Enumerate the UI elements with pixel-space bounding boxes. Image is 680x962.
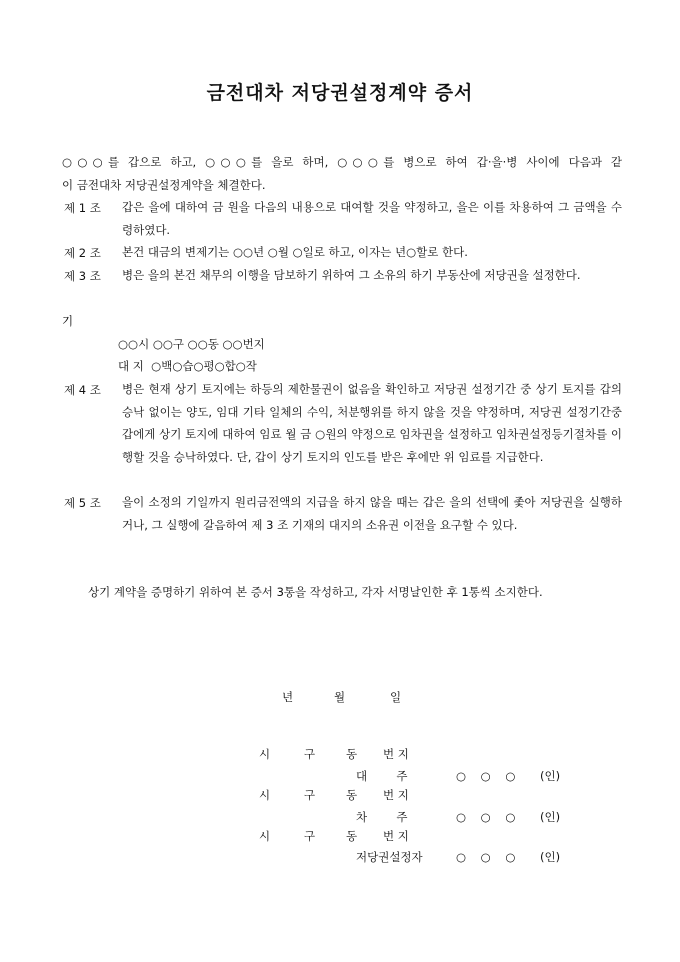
closing-statement: 상기 계약을 증명하기 위하여 본 증서 3통을 작성하고, 각자 서명날인한 후 1통씩 소지한다. xyxy=(88,585,543,599)
article-4-text: 병은 현재 상기 토지에는 하등의 제한물권이 없음을 확인하고 저당권 설정기간 중 상기 토지를 갑의 승낙 없이는 양도, 임대 기타 일체의 수익, 처분행위를 하지 않을 것을 약정하며, 저당권 설정기간중 갑에게 상기 토지에 대하여 임료 월 금 ○원의 약정으로 임차권을 설정하고 임차권설정등기절차를 이행할 것을 승낙하였다. 단, 갑이 상기 토지의 인도를 받은 후에만 위 임료를 지급한다. xyxy=(122,382,622,465)
article-2-label: 제 2 조 xyxy=(64,246,101,260)
date-month: 월 xyxy=(334,690,346,704)
sig3-name: ○ ○ ○ xyxy=(456,850,516,864)
article-5-text: 을이 소정의 기일까지 원리금전액의 지급을 하지 않을 때는 갑은 을의 선택에 좇아 저당권을 실행하거나, 그 실행에 갈음하여 제 3 조 기재의 대지의 소유권 이전을 요구할 수 있다. xyxy=(122,495,622,532)
property-address: ○○시 ○○구 ○○동 ○○번지 xyxy=(118,337,265,351)
article-2-text: 본건 대금의 변제기는 ○○년 ○월 ○일로 하고, 이자는 년○할로 한다. xyxy=(122,245,468,259)
document-title: 금전대차 저당권설정계약 증서 xyxy=(206,82,474,104)
sig1-gu: 구 xyxy=(304,747,316,761)
sig1-bunji: 번 지 xyxy=(383,747,409,761)
sig1-dong: 동 xyxy=(346,747,358,761)
article-5-label: 제 5 조 xyxy=(64,496,101,510)
article-1-text: 갑은 을에 대하여 금 원을 다음의 내용으로 대여할 것을 약정하고, 을은 이를 차용하여 그 금액을 수령하였다. xyxy=(122,200,622,237)
date-year: 년 xyxy=(282,690,294,704)
sig3-bunji: 번 지 xyxy=(383,829,409,843)
sig2-si: 시 xyxy=(259,788,271,802)
article-1-label: 제 1 조 xyxy=(64,201,101,215)
sig3-role: 저당권설정자 xyxy=(356,850,423,864)
intro-line-1: ○○○를 갑으로 하고, ○○○를 을로 하며, ○○○를 병으로 하여 갑·을·병 사이에 다음과 같 xyxy=(62,155,622,169)
sig3-dong: 동 xyxy=(346,829,358,843)
sig2-name: ○ ○ ○ xyxy=(456,810,516,824)
property-land: 대 지 ○백○습○평○합○작 xyxy=(118,359,257,373)
date-day: 일 xyxy=(390,690,402,704)
article-4-label: 제 4 조 xyxy=(64,383,101,397)
sig1-si: 시 xyxy=(259,747,271,761)
article-3-label: 제 3 조 xyxy=(64,269,101,283)
sig3-gu: 구 xyxy=(304,829,316,843)
sig1-role: 대 주 xyxy=(356,769,408,783)
sig3-si: 시 xyxy=(259,829,271,843)
sig2-bunji: 번 지 xyxy=(383,788,409,802)
sig2-gu: 구 xyxy=(304,788,316,802)
article-3-text: 병은 을의 본건 채무의 이행을 담보하기 위하여 그 소유의 하기 부동산에 저당권을 설정한다. xyxy=(122,268,581,282)
sig2-dong: 동 xyxy=(346,788,358,802)
sig1-seal: (인) xyxy=(540,769,561,783)
sig3-seal: (인) xyxy=(540,850,561,864)
intro-line-2: 이 금전대차 저당권설정계약을 체결한다. xyxy=(62,178,266,192)
gi-marker: 기 xyxy=(62,314,74,328)
sig2-role: 차 주 xyxy=(356,810,408,824)
sig2-seal: (인) xyxy=(540,810,561,824)
sig1-name: ○ ○ ○ xyxy=(456,769,516,783)
